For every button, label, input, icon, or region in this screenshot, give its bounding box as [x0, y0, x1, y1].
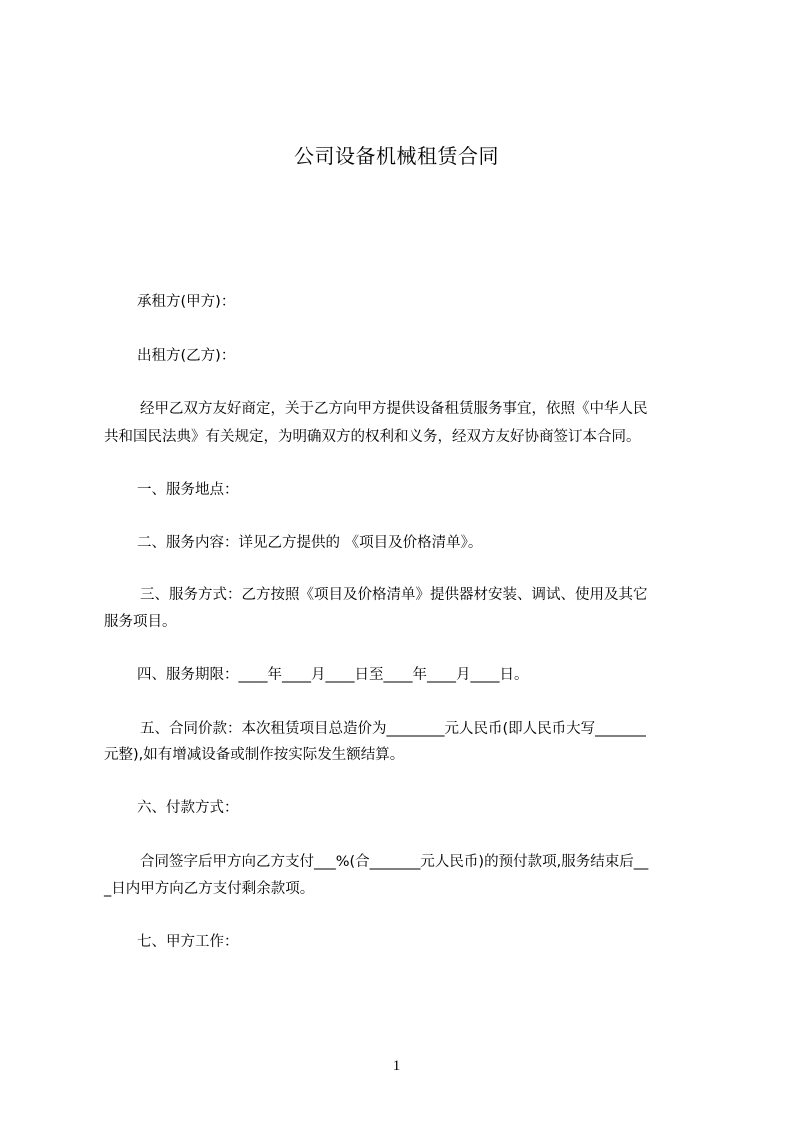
lessee-line: 承租方(甲方)： — [137, 294, 236, 310]
payment-detail-line-1: 合同签字后甲方向乙方支付___%(合_______元人民币)的预付款项,服务结束后__ — [140, 854, 649, 870]
lessor-line: 出租方(乙方)： — [137, 348, 236, 364]
preamble-line-1: 经甲乙双方友好商定，关于乙方向甲方提供设备租赁服务事宜，依照《中华人民 — [140, 401, 648, 417]
section-payment-method: 六、付款方式： — [137, 800, 239, 816]
section-service-method-line-1: 三、服务方式：乙方按照《项目及价格清单》提供器材安装、调试、使用及其它 — [140, 587, 648, 603]
section-service-period: 四、服务期限：____年____月____日至____年____月____日。 — [137, 667, 529, 683]
section-contract-price-line-2: 元整),如有增减设备或制作按实际发生额结算。 — [104, 747, 405, 763]
page-number: 1 — [392, 1058, 401, 1074]
preamble-line-2: 共和国民法典》有关规定，为明确双方的权利和义务，经双方友好协商签订本合同。 — [104, 429, 641, 445]
contract-title: 公司设备机械租赁合同 — [294, 144, 499, 168]
section-party-a-work: 七、甲方工作： — [137, 934, 239, 950]
section-service-method-line-2: 服务项目。 — [104, 614, 177, 630]
section-service-content: 二、服务内容：详见乙方提供的 《项目及价格清单》。 — [137, 535, 483, 551]
payment-detail-line-2: _日内甲方向乙方支付剩余款项。 — [104, 881, 315, 897]
section-contract-price-line-1: 五、合同价款：本次租赁项目总造价为________元人民币(即人民币大写_______ — [140, 721, 646, 737]
section-service-location: 一、服务地点： — [137, 482, 239, 498]
